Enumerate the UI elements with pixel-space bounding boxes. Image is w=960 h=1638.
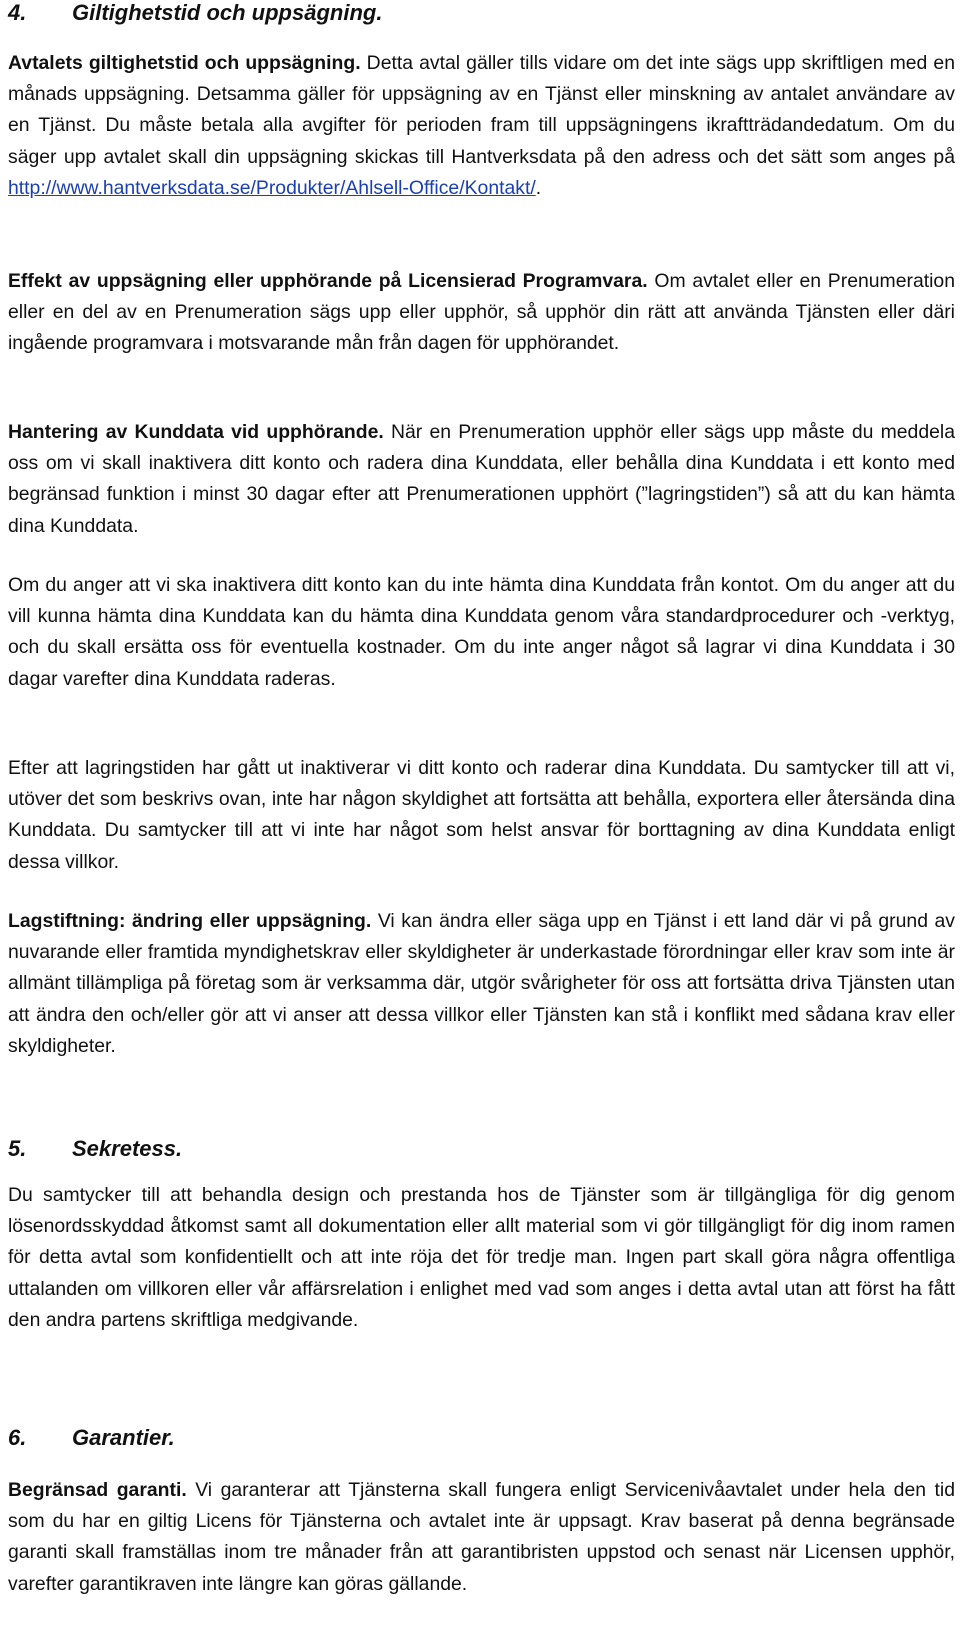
paragraph-lagringstiden (8, 753, 955, 878)
paragraph-text: När en Prenumeration upphör eller sägs upp måste du meddela oss om vi skall inaktivera ditt konto och radera dina Kunddata, eller behålla dina Kunddata i ett konto med begränsad funktion i minst 30 dagar efter att Prenumerationen upphört (”lagringstiden”) så att du kan hämta dina Kunddata. (8, 421, 955, 537)
section-title: Sekretess. (72, 1136, 183, 1161)
paragraph-text: Om avtalet eller en Prenumeration eller en del av en Prenumeration sägs upp eller upphör, så upphör din rätt att använda Tjänsten eller däri ingående programvara i motsvarande mån från dagen för upphörandet. (8, 270, 955, 355)
paragraph-sekretess (8, 1180, 955, 1336)
paragraph-begransad-garanti (8, 1475, 955, 1600)
paragraph-lagstiftning (8, 906, 955, 1062)
paragraph-lead: Begränsad garanti. (8, 1479, 187, 1501)
paragraph-effekt-av-uppsagning (8, 266, 955, 360)
paragraph-lead: Avtalets giltighetstid och uppsägning. (8, 52, 361, 74)
paragraph-lead: Effekt av uppsägning eller upphörande på Licensierad Programvara. (8, 270, 648, 292)
paragraph-text: Vi kan ändra eller säga upp en Tjänst i ett land där vi på grund av nuvarande eller framtida myndighetskrav eller skyldigheter är underkastade förordningar eller krav som inte är allmänt tillämpliga på företag som är verksamma där, utgör svårigheter för oss att fortsätta driva Tjänsten utan att ändra den och/eller gör att vi anser att dessa villkor eller Tjänsten kan stå i konflikt med sådana krav eller skyldigheter. (8, 910, 956, 1057)
section-title: Garantier. (72, 1425, 175, 1450)
section-4-heading (8, 0, 955, 28)
paragraph-text: Vi garanterar att Tjänsterna skall fungera enligt Servicenivåavtalet under hela den tid som du har en giltig Licens för Tjänsterna och avtalet inte är uppsagt. Krav baserat på denna begränsade garanti skall framställas inom tre månader från att garantibristen uppstod och senast när Licensen upphör, varefter garantikraven inte längre kan göras gällande. (8, 1479, 955, 1595)
section-number: 4. (8, 0, 27, 25)
section-title: Giltighetstid och uppsägning. (72, 0, 383, 25)
paragraph-text: Om du anger att vi ska inaktivera ditt konto kan du inte hämta dina Kunddata från kontot. Om du anger att du vill kunna hämta dina Kunddata kan du hämta dina Kunddata genom våra standardprocedurer och -verktyg, och du skall ersätta oss för eventuella kostnader. Om du inte anger något så lagrar vi dina Kunddata i 30 dagar varefter dina Kunddata raderas. (8, 574, 955, 690)
contact-link[interactable]: http://www.hantverksdata.se/Produkter/Ahlsell-Office/Kontakt/ (8, 176, 536, 199)
section-number: 5. (8, 1136, 27, 1161)
paragraph-lead: Hantering av Kunddata vid upphörande. (8, 421, 384, 443)
paragraph-tail: . (535, 176, 542, 199)
paragraph-inaktivera-konto (8, 570, 955, 695)
paragraph-text: Efter att lagringstiden har gått ut inaktiverar vi ditt konto och raderar dina Kunddata. Du samtycker till att vi, utöver det som beskrivs ovan, inte har någon skyldighet att fortsätta att behålla, exportera eller återsända dina Kunddata. Du samtycker till att vi inte har något som helst ansvar för borttagning av dina Kunddata enligt dessa villkor. (8, 757, 955, 873)
section-6-heading (8, 1423, 955, 1453)
section-number: 6. (8, 1425, 27, 1450)
section-5-heading (8, 1134, 955, 1164)
paragraph-avtalets-giltighetstid (8, 48, 955, 204)
paragraph-text: Detta avtal gäller tills vidare om det inte sägs upp skriftligen med en månads uppsägning. Detsamma gäller för uppsägning av en Tjänst eller minskning av antalet användare av en Tjänst. Du måste betala alla avgifter för perioden fram till uppsägningens ikraftträdandedatum. Om du säger upp avtalet skall din uppsägning skickas till Hantverksdata på den adress och det sätt som anges på (8, 52, 955, 168)
paragraph-lead: Lagstiftning: ändring eller uppsägning. (8, 910, 372, 932)
paragraph-hantering-av-kunddata (8, 417, 955, 542)
paragraph-text: Du samtycker till att behandla design och prestanda hos de Tjänster som är tillgängliga för dig genom lösenordsskyddad åtkomst samt all dokumentation eller allt material som vi gör tillgängligt för dig inom ramen för detta avtal som konfidentiellt och att inte röja det för tredje man. Ingen part skall göra några offentliga uttalanden om villkoren eller vår affärsrelation i enlighet med vad som anges i detta avtal utan att först ha fått den andra partens skriftliga medgivande. (8, 1184, 955, 1331)
